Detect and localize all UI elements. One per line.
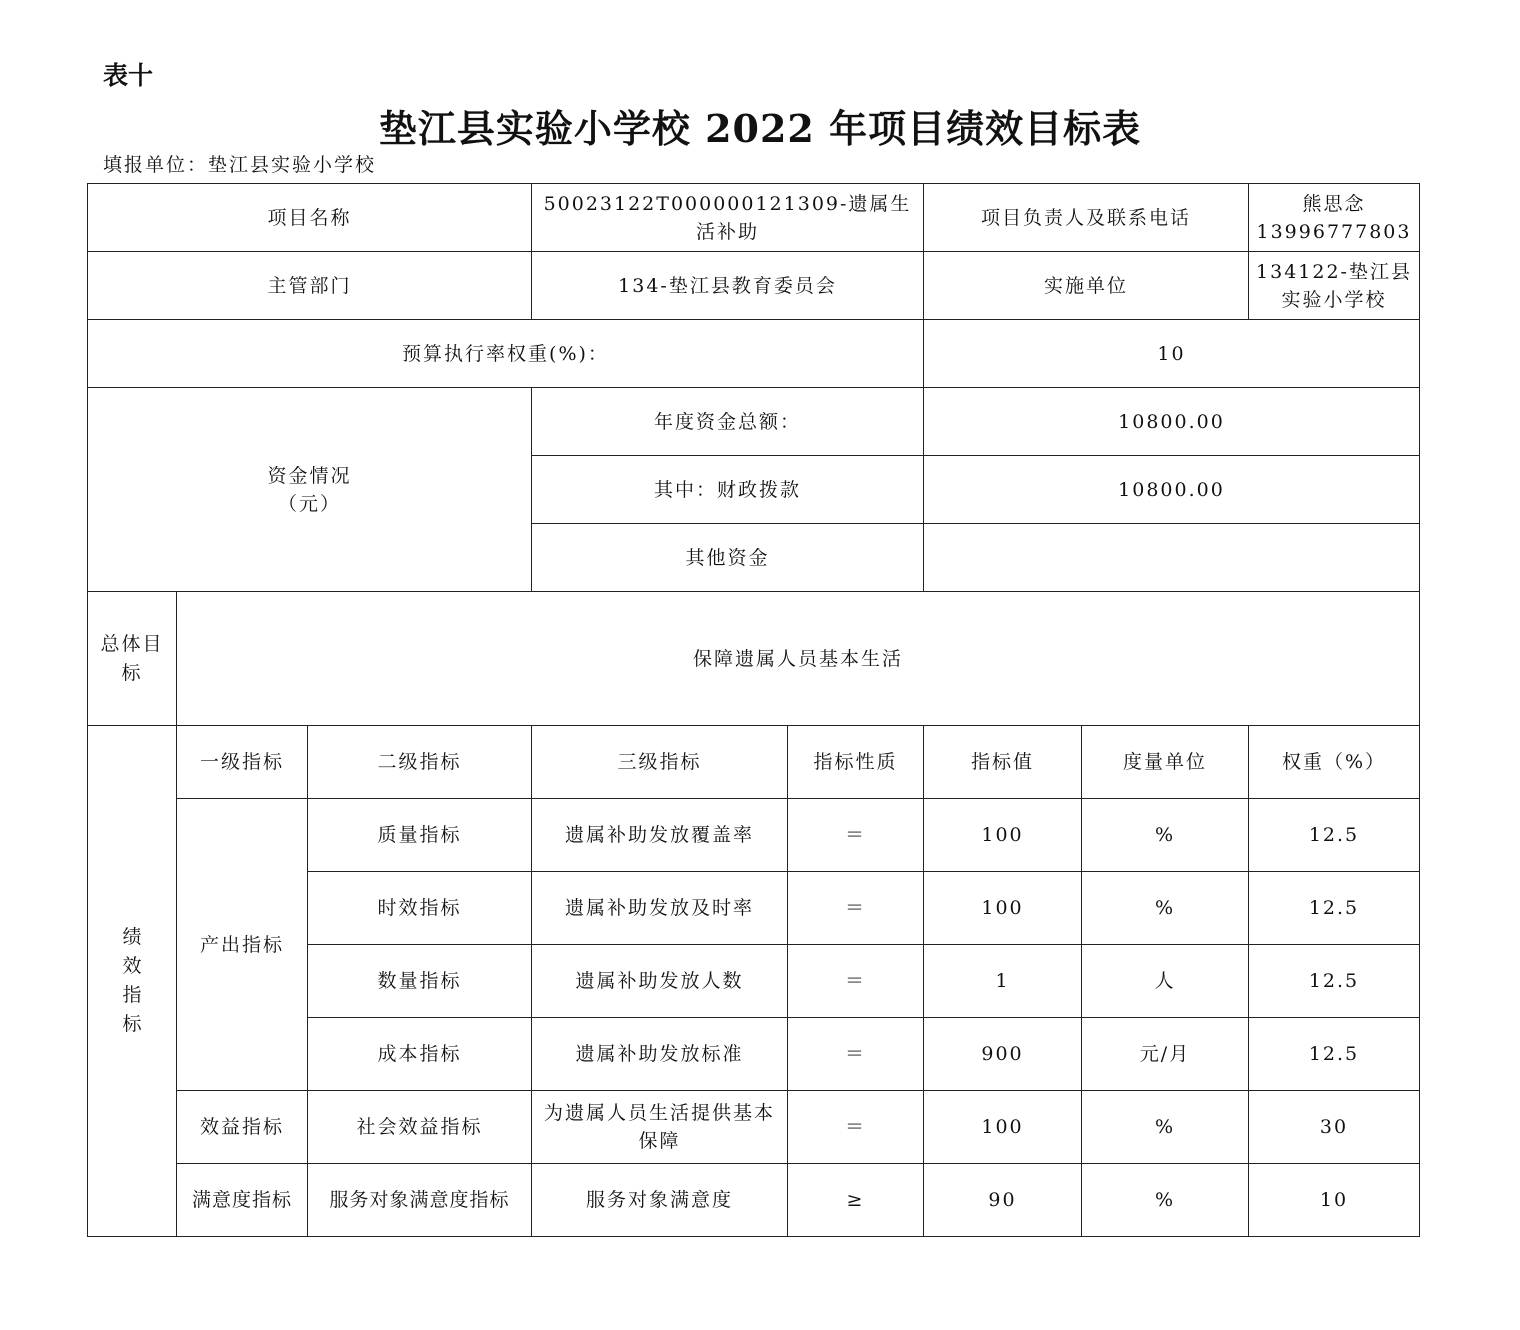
level3-cell: 遗属补助发放人数: [532, 945, 788, 1018]
unit-cell: %: [1082, 1164, 1249, 1237]
indicators-section-label: [88, 726, 177, 1237]
value-cell: 100: [924, 799, 1082, 872]
nature-cell: ≥: [788, 1164, 924, 1237]
table-row: [88, 799, 1420, 872]
header-level1: 一级指标: [177, 726, 308, 799]
level2-cell: 质量指标: [308, 799, 532, 872]
weight-cell: 12.5: [1249, 945, 1420, 1018]
weight-cell: 12.5: [1249, 1018, 1420, 1091]
table-row: [88, 1164, 1420, 1237]
funds-fiscal-label: 其中：财政拨款: [532, 456, 924, 524]
contact-value: 熊思念 13996777803: [1249, 184, 1420, 252]
header-level2: 二级指标: [308, 726, 532, 799]
nature-cell: ＝: [788, 872, 924, 945]
level3-cell: 服务对象满意度: [532, 1164, 788, 1237]
dept-value: 134-垫江县教育委员会: [532, 252, 924, 320]
funds-other-value: [924, 524, 1420, 592]
benefit-group-label: 效益指标: [177, 1091, 308, 1164]
value-cell: 1: [924, 945, 1082, 1018]
dept-label: 主管部门: [88, 252, 532, 320]
table-number-label: 表十: [103, 61, 154, 90]
fill-unit-line: 填报单位：垫江县实验小学校: [103, 154, 377, 176]
level3-cell: 为遗属人员生活提供基本保障: [532, 1091, 788, 1164]
impl-label: 实施单位: [924, 252, 1249, 320]
nature-cell: ＝: [788, 799, 924, 872]
level2-cell: 时效指标: [308, 872, 532, 945]
weight-cell: 12.5: [1249, 799, 1420, 872]
project-name-value: 50023122T000000121309-遗属生活补助: [532, 184, 924, 252]
nature-cell: ＝: [788, 1091, 924, 1164]
level3-cell: 遗属补助发放标准: [532, 1018, 788, 1091]
level2-cell: 成本指标: [308, 1018, 532, 1091]
weight-cell: 30: [1249, 1091, 1420, 1164]
funds-total-value: 10800.00: [924, 388, 1420, 456]
output-group-label: 产出指标: [177, 799, 308, 1091]
unit-cell: 人: [1082, 945, 1249, 1018]
project-name-label: 项目名称: [88, 184, 532, 252]
unit-cell: %: [1082, 799, 1249, 872]
satisfaction-group-label: 满意度指标: [177, 1164, 308, 1237]
objective-label: 总体目标: [88, 592, 177, 726]
funds-total-label: 年度资金总额：: [532, 388, 924, 456]
unit-cell: %: [1082, 872, 1249, 945]
funds-section-unit: （元）: [277, 492, 341, 515]
value-cell: 900: [924, 1018, 1082, 1091]
header-level3: 三级指标: [532, 726, 788, 799]
contact-label: 项目负责人及联系电话: [924, 184, 1249, 252]
header-unit: 度量单位: [1082, 726, 1249, 799]
level2-cell: 社会效益指标: [308, 1091, 532, 1164]
value-cell: 90: [924, 1164, 1082, 1237]
header-value: 指标值: [924, 726, 1082, 799]
value-cell: 100: [924, 872, 1082, 945]
funds-section-label: [88, 388, 532, 592]
header-weight: 权重（%）: [1249, 726, 1420, 799]
budget-weight-label: 预算执行率权重(%)：: [88, 320, 924, 388]
objective-value: 保障遗属人员基本生活: [177, 592, 1420, 726]
funds-other-label: 其他资金: [532, 524, 924, 592]
header-nature: 指标性质: [788, 726, 924, 799]
weight-cell: 12.5: [1249, 872, 1420, 945]
performance-table: [87, 183, 1420, 1237]
weight-cell: 10: [1249, 1164, 1420, 1237]
value-cell: 100: [924, 1091, 1082, 1164]
nature-cell: ＝: [788, 1018, 924, 1091]
unit-cell: 元/月: [1082, 1018, 1249, 1091]
funds-section-title: 资金情况: [267, 464, 352, 487]
impl-value: 134122-垫江县实验小学校: [1249, 252, 1420, 320]
budget-weight-value: 10: [924, 320, 1420, 388]
table-row: [88, 1091, 1420, 1164]
funds-fiscal-value: 10800.00: [924, 456, 1420, 524]
level2-cell: 服务对象满意度指标: [308, 1164, 532, 1237]
page-title: 垫江县实验小学校 2022 年项目绩效目标表: [378, 106, 1142, 151]
unit-cell: %: [1082, 1091, 1249, 1164]
level3-cell: 遗属补助发放及时率: [532, 872, 788, 945]
indicators-section-text: 绩效指标: [122, 926, 142, 1035]
level3-cell: 遗属补助发放覆盖率: [532, 799, 788, 872]
level2-cell: 数量指标: [308, 945, 532, 1018]
nature-cell: ＝: [788, 945, 924, 1018]
